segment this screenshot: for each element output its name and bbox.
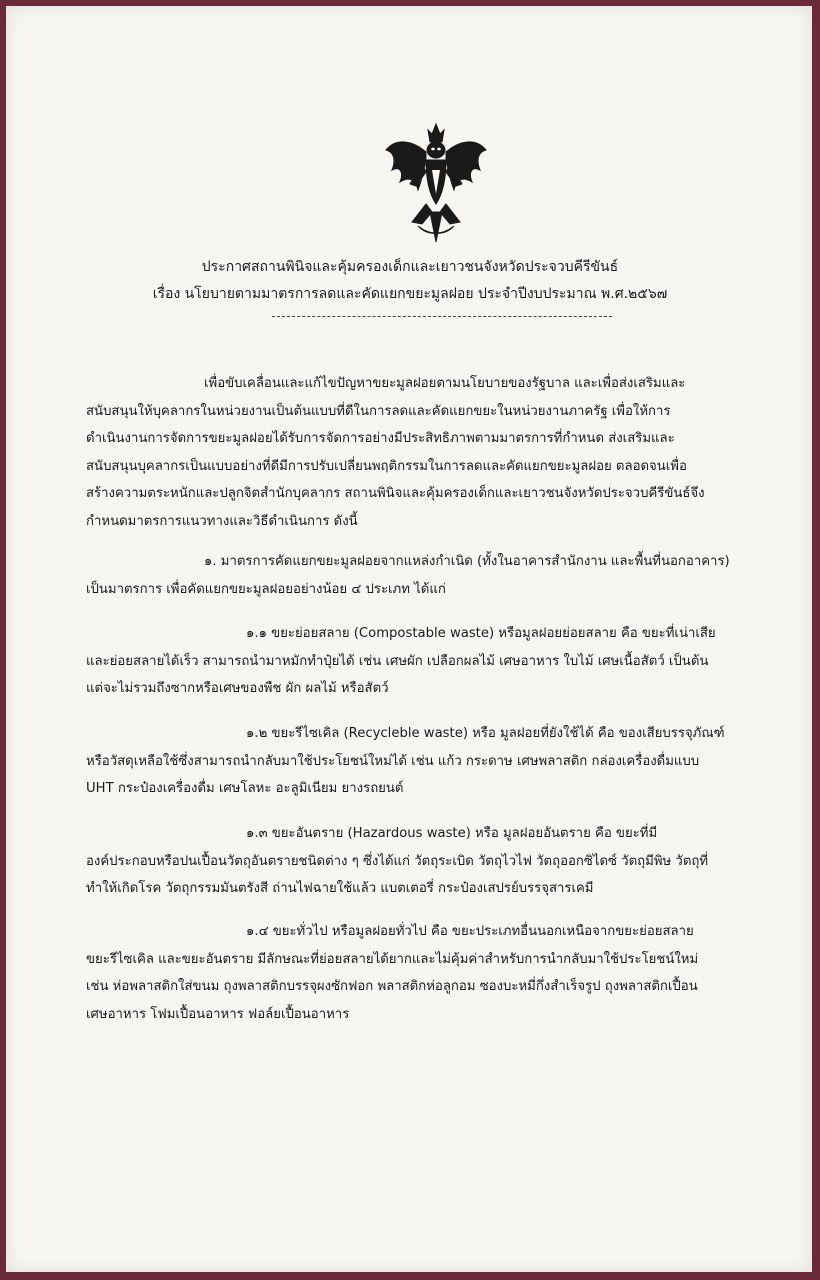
- paragraph-line: ๑.๑ ขยะย่อยสลาย (Compostable waste) หรือมูลฝอยย่อยสลาย คือ ขยะที่เน่าเสีย: [246, 626, 716, 641]
- paragraph-line: ทำให้เกิดโรค วัตถุกรรมมันตรังสี ถ่านไฟฉายใช้แล้ว แบตเตอรี่ กระป๋องเสปรย์บรรจุสารเคมี: [86, 881, 594, 896]
- paragraph-line: ขยะรีไซเคิล และขยะอันตราย มีลักษณะที่ย่อยสลายได้ยากและไม่คุ้มค่าสำหรับการนำกลับมาใช้ประโยชน์ใหม่: [86, 951, 699, 967]
- document-subject: เรื่อง นโยบายตามมาตรการลดและคัดแยกขยะมูลฝอย ประจำปีงบประมาณ พ.ศ.๒๕๖๗: [152, 286, 668, 302]
- paragraph-line: เศษอาหาร โฟมเปื้อนอาหาร ฟอล์ยเปื้อนอาหาร: [86, 1006, 350, 1022]
- paragraph-line: และย่อยสลายได้เร็ว สามารถนำมาหมักทำปุ๋ยได้ เช่น เศษผัก เปลือกผลไม้ เศษอาหาร ใบไม้ เศษเนื้อสัตว์ เป็นต้น: [86, 653, 709, 669]
- section-1-paragraph: [86, 548, 780, 603]
- paragraph-line: สนับสนุนให้บุคลากรในหน่วยงานเป็นต้นแบบที่ดีในการลดและคัดแยกขยะในหน่วยงานภาครัฐ เพื่อให้การ: [86, 403, 671, 419]
- garuda-emblem-icon: [382, 120, 490, 248]
- paragraph-line: ๑.๔ ขยะทั่วไป หรือมูลฝอยทั่วไป คือ ขยะประเภทอื่นนอกเหนือจากขยะย่อยสลาย: [246, 924, 694, 939]
- item-1-4-paragraph: [86, 918, 780, 1028]
- paragraph-line: องค์ประกอบหรือปนเปื้อนวัตถุอันตรายชนิดต่าง ๆ ซึ่งได้แก่ วัตถุระเบิด วัตถุไวไฟ วัตถุออกซิไดซ์ วัตถุมีพิษ วัตถุที่: [86, 853, 709, 869]
- paragraph-line: ๑.๒ ขยะรีไซเคิล (Recycleble waste) หรือ มูลฝอยที่ยังใช้ได้ คือ ของเสียบรรจุภัณฑ์: [246, 726, 725, 741]
- item-1-2-paragraph: [86, 720, 780, 803]
- paragraph-line: หรือวัสดุเหลือใช้ซึ่งสามารถนำกลับมาใช้ประโยชน์ใหม่ได้ เช่น แก้ว กระดาษ เศษพลาสติก กล่องเครื่องดื่มแบบ: [86, 753, 700, 769]
- paragraph-line: สร้างความตระหนักและปลูกจิตสำนักบุคลากร สถานพินิจและคุ้มครองเด็กและเยาวชนจังหวัดประจวบคีรีขันธ์จึง: [86, 486, 705, 501]
- paragraph-line: ๑.๓ ขยะอันตราย (Hazardous waste) หรือ มูลฝอยอันตราย คือ ขยะที่มี: [246, 826, 658, 841]
- document-title: ประกาศสถานพินิจและคุ้มครองเด็กและเยาวชนจังหวัดประจวบคีรีขันธ์: [201, 259, 619, 275]
- title-separator: [272, 316, 612, 317]
- item-1-3-paragraph: [86, 820, 780, 903]
- paragraph-line: เพื่อขับเคลื่อนและแก้ไขปัญหาขยะมูลฝอยตามนโยบายของรัฐบาล และเพื่อส่งเสริมและ: [204, 376, 686, 391]
- paragraph-line: ดำเนินงานการจัดการขยะมูลฝอยได้รับการจัดการอย่างมีประสิทธิภาพตามมาตรการที่กำหนด ส่งเสริมและ: [86, 431, 675, 446]
- item-1-1-paragraph: [86, 620, 780, 703]
- paragraph-line: ๑. มาตรการคัดแยกขยะมูลฝอยจากแหล่งกำเนิด (ทั้งในอาคารสำนักงาน และพื้นที่นอกอาคาร): [204, 554, 730, 569]
- intro-paragraph: [86, 370, 780, 535]
- paragraph-line: เช่น ห่อพลาสติกใส่ขนม ถุงพลาสติกบรรจุผงซักฟอก พลาสติกห่อลูกอม ซองบะหมี่กึ่งสำเร็จรูป ถุงพลาสติกเปื้อน: [86, 979, 698, 994]
- paragraph-line: เป็นมาตรการ เพื่อคัดแยกขยะมูลฝอยอย่างน้อย ๔ ประเภท ได้แก่: [86, 581, 446, 597]
- paragraph-line: สนับสนุนบุคลากรเป็นแบบอย่างที่ดีมีการปรับเปลี่ยนพฤติกรรมในการลดและคัดแยกขยะมูลฝอย ตลอดจนเพื่อ: [86, 458, 687, 474]
- paragraph-line: UHT กระป๋องเครื่องดื่ม เศษโลหะ อะลูมิเนียม ยางรถยนต์: [86, 781, 404, 796]
- paragraph-line: กำหนดมาตรการแนวทางและวิธีดำเนินการ ดังนี้: [86, 513, 358, 529]
- paragraph-line: แต่จะไม่รวมถึงซากหรือเศษของพืช ผัก ผลไม้ หรือสัตว์: [86, 681, 389, 696]
